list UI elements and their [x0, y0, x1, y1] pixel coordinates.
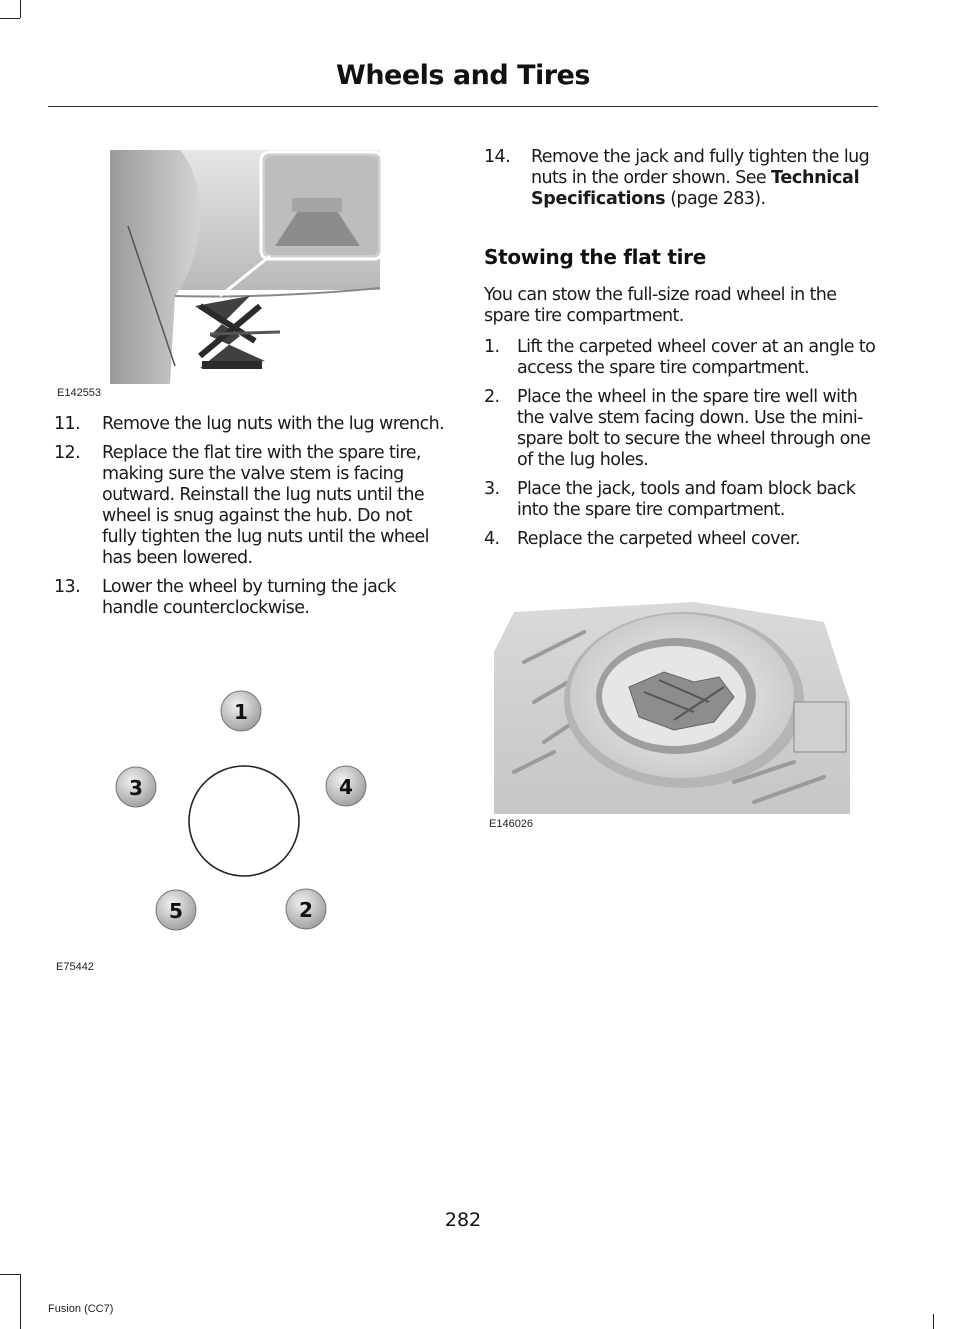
- list-item: [484, 337, 876, 379]
- step-number: 1.: [484, 337, 500, 357]
- step-number: 11.: [54, 414, 81, 434]
- lug-nut-4: [326, 766, 366, 806]
- right-top-step-list: [484, 147, 876, 218]
- lug-nut-3: [116, 767, 156, 807]
- intro-paragraph: You can stow the full-size road wheel in the spare tire compartment.: [484, 285, 837, 326]
- step-text: Replace the carpeted wheel cover.: [517, 529, 800, 549]
- step-number: 3.: [484, 479, 500, 499]
- crop-mark: [0, 18, 20, 19]
- step-text: Lift the carpeted wheel cover at an angle to access the spare tire compartment.: [517, 337, 876, 378]
- lug-label-5: 5: [169, 899, 183, 923]
- step-text-after: (page 283).: [670, 189, 766, 209]
- crop-mark: [0, 1274, 20, 1275]
- crop-mark: [933, 1314, 934, 1329]
- crop-mark: [20, 1274, 21, 1329]
- step-text: Lower the wheel by turning the jack handle counterclockwise.: [102, 577, 396, 618]
- figure-code-lug-pattern: E75442: [56, 961, 94, 973]
- list-item: [484, 147, 876, 210]
- list-item: [54, 577, 446, 619]
- list-item: [484, 387, 876, 471]
- crop-mark: [20, 0, 21, 18]
- step-number: 13.: [54, 577, 81, 597]
- page-title: Wheels and Tires: [336, 60, 590, 91]
- step-text-before: Remove the jack and fully tighten the lug nuts in the order shown. See: [531, 147, 870, 188]
- step-number: 2.: [484, 387, 500, 407]
- left-step-list: [54, 414, 446, 627]
- figure-code-spare-well: E146026: [489, 818, 534, 830]
- step-number: 12.: [54, 443, 81, 463]
- lug-nut-2: [286, 889, 326, 929]
- lug-nut-1: [221, 691, 261, 731]
- step-text: Place the jack, tools and foam block back into the spare tire compartment.: [517, 479, 856, 520]
- step-number: 4.: [484, 529, 500, 549]
- lug-nut-5: [156, 890, 196, 930]
- step-text: Replace the flat tire with the spare tire, making sure the valve stem is facing outward. Reinstall the lug nuts until the wheel is snug against the hub. Do not fully tighten the lug nuts until the wheel has been lowered.: [102, 443, 429, 568]
- figure-code-jack: E142553: [57, 387, 102, 399]
- lug-label-3: 3: [129, 776, 143, 800]
- step-number: 14.: [484, 147, 511, 167]
- section-heading: Stowing the flat tire: [484, 245, 707, 269]
- cross-reference-link[interactable]: Technical Specifications: [531, 168, 860, 209]
- spare-tire-well-illustration: [494, 592, 850, 814]
- list-item: [484, 479, 876, 521]
- list-item: [54, 443, 446, 569]
- list-item: [484, 529, 876, 550]
- step-text: [531, 147, 876, 210]
- step-text: Place the wheel in the spare tire well with the valve stem facing down. Use the mini-spare bolt to secure the wheel through one of the lug holes.: [517, 387, 871, 470]
- lug-label-1: 1: [234, 700, 248, 724]
- right-step-list: [484, 337, 876, 558]
- page-number: 282: [444, 1209, 482, 1231]
- title-divider: [48, 106, 878, 107]
- lug-label-4: 4: [339, 775, 353, 799]
- list-item: [54, 414, 446, 435]
- lug-nut-pattern-diagram: [100, 680, 390, 950]
- footer-model: Fusion (CC7): [48, 1303, 114, 1315]
- jack-under-vehicle-illustration: [100, 146, 390, 384]
- lug-label-2: 2: [299, 898, 313, 922]
- step-text: Remove the lug nuts with the lug wrench.: [102, 414, 445, 434]
- hub-circle: [189, 766, 299, 876]
